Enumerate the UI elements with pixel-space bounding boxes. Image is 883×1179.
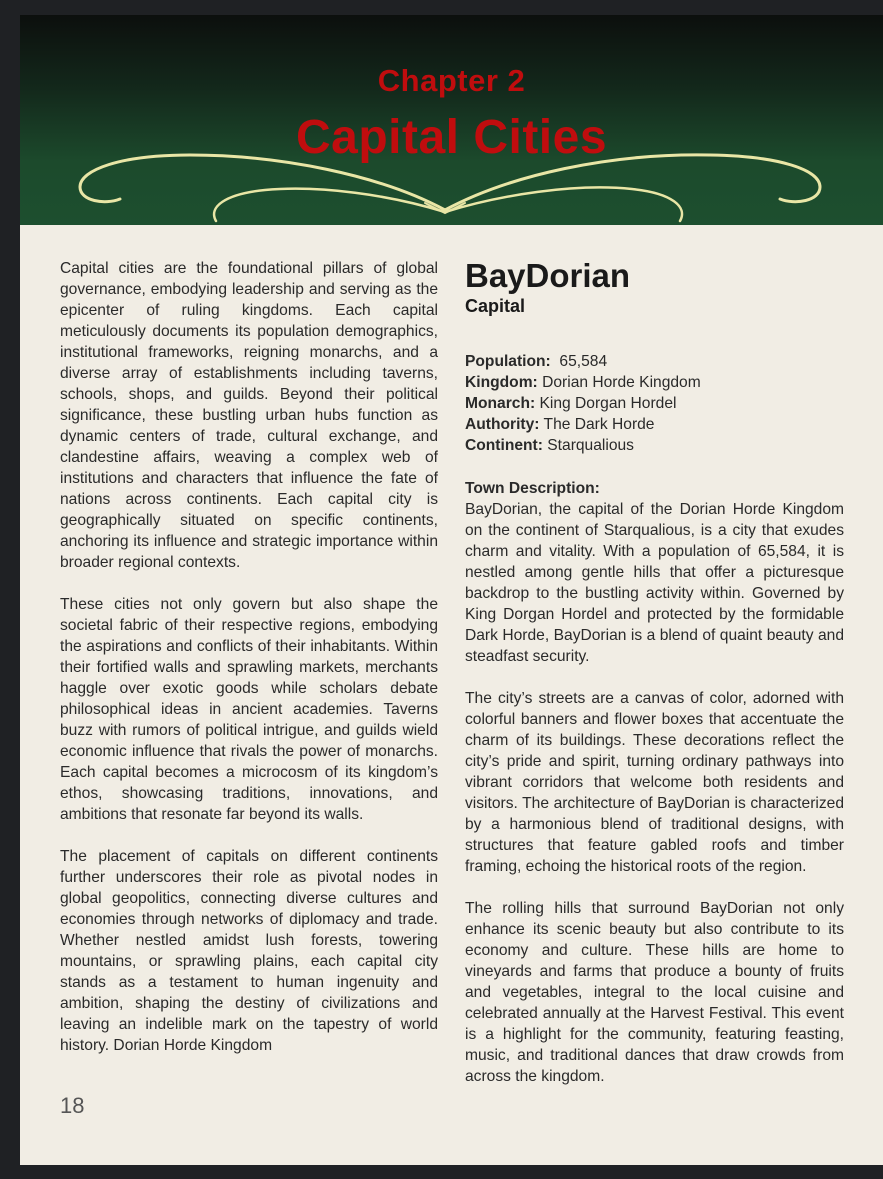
intro-paragraph: Capital cities are the foundational pillars of global governance, embodying leadership and serving as the epicenter of ruling kingdoms. Each capital meticulously documents its population demographics, institutional frameworks, reigning monarchs, and a diverse array of establishments including taverns, schools, shops, and guilds. Beyond their political significance, these bustling urban hubs function as dynamic centers of trade, cultural exchange, and clandestine affairs, weaving a complex web of institutions and characters that influence the fate of nations across continents. Each capital city is geographically situated on specific continents, anchoring its influence and strategic importance within broader regional contexts. [60,260,438,571]
book-page [20,15,883,1165]
description-paragraph: The city’s streets are a canvas of color, adorned with colorful banners and flower boxes that accentuate the charm of its buildings. These decorations reflect the city’s pride and spirit, turning ordinary pathways into vibrant corridors that welcome both residents and visitors. The architecture of BayDorian is characterized by a harmonious blend of traditional designs, with structures that feature gabled roofs and timber framing, echoing the historical roots of the region. [465,690,844,875]
intro-paragraph: These cities not only govern but also shape the societal fabric of their respective regions, embodying the aspirations and conflicts of their inhabitants. Within their fortified walls and sprawling markets, merchants haggle over exotic goods while scholars debate philosophical ideas in ancient academies. Taverns buzz with rumors of political intrigue, and guilds wield economic influence that rivals the power of monarchs. Each capital becomes a microcosm of its kingdom’s ethos, showcasing traditions, innovations, and ambitions that resonate far beyond its walls. [60,596,438,823]
fact-label: Kingdom: [465,374,538,391]
fact-authority [465,414,844,435]
description-paragraph: BayDorian, the capital of the Dorian Horde Kingdom on the continent of Starqualious, is a city that exudes charm and vitality. With a population of 65,584, it is nestled among gentle hills that offer a picturesque backdrop to the bustling activity within. Governed by King Dorgan Hordel and protected by the formidable Dark Horde, BayDorian is a blend of quaint beauty and steadfast security. [465,501,844,665]
page-number: 18 [60,1093,85,1118]
city-name: BayDorian [465,257,631,294]
fact-value: Dorian Horde Kingdom [537,374,701,391]
description-paragraph: The rolling hills that surround BayDorian not only enhance its scenic beauty but also contribute to its economy and culture. These hills are home to vineyards and farms that produce a bounty of fruits and vegetables, integral to the local cuisine and celebrated annually at the Harvest Festival. This event is a highlight for the community, featuring feasting, music, and traditional dances that draw crowds from across the kingdom. [465,900,844,1085]
fact-label: Authority: [465,416,540,433]
chapter-title: Capital Cities [295,111,608,164]
intro-column [60,258,438,1056]
fact-continent [465,435,844,456]
chapter-number: Chapter 2 [377,63,526,98]
city-facts [465,351,844,456]
fact-monarch [465,393,844,414]
intro-paragraph: The placement of capitals on different continents further underscores their role as pivotal nodes in global geopolitics, connecting diverse cultures and economies through networks of diplomacy and trade. Whether nestled amidst lush forests, towering mountains, or sprawling plains, each capital city stands as a testament to human ingenuity and ambition, shaping the destiny of civilizations and leaving an indelible mark on the tapestry of world history. Dorian Horde Kingdom [60,848,438,1054]
fact-value: Starqualious [542,437,634,454]
fact-label: Continent: [465,437,543,454]
fact-label: Monarch: [465,395,536,412]
fact-value: The Dark Horde [539,416,655,433]
city-entry [465,257,844,1087]
fact-kingdom [465,372,844,393]
fact-value: 65,584 [550,353,608,370]
fact-value: King Dorgan Hordel [535,395,677,412]
chapter-banner [20,15,883,225]
fact-label: Population: [465,353,551,370]
fact-population [465,351,844,372]
description-heading: Town Description: [465,480,600,497]
city-type: Capital [465,296,526,316]
